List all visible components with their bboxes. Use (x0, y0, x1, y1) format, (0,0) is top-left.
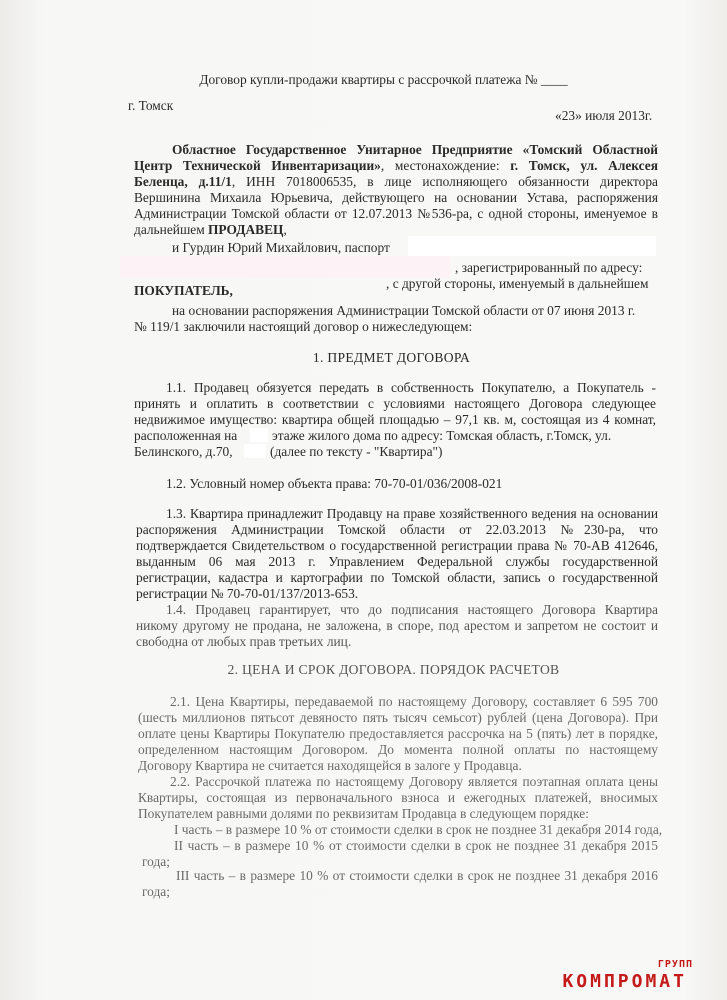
city: г. Томск (128, 98, 174, 113)
intro-line-4 (134, 190, 658, 205)
buyer-label: ПОКУПАТЕЛЬ, (134, 283, 233, 298)
p11-line-4a: расположенная на (134, 428, 238, 443)
installment-1: I часть – в размере 10 % от стоимости сделки в срок не позднее 31 декабря 2014 года, (174, 822, 663, 837)
watermark-stamp (562, 959, 693, 992)
p11-line-3: недвижимое имущество: квартира общей площадью – 97,1 кв. м, состоящая из 4 комнат, (134, 412, 656, 427)
p14-line-3: свободна от любых прав третьих лиц. (136, 634, 352, 649)
p11-line-1: 1.1. Продавец обязуется передать в собственность Покупателю, а Покупатель - (166, 380, 656, 395)
watermark-text: КОМПРОМАТ (562, 971, 687, 992)
registered-text: , зарегистрированный по адресу: (455, 260, 643, 275)
contract-date: «23» июля 2013г. (555, 108, 653, 123)
redacted-passport (408, 236, 656, 256)
redacted-apartment (244, 444, 266, 458)
intro-segment: , ИНН 7018006535, в лице исполняющего обязанности директора (231, 174, 658, 189)
installment-3: III часть – в размере 10 % от стоимости сделки в срок не позднее 31 декабря 2016 (176, 868, 658, 883)
intro-line-5 (134, 206, 658, 221)
intro-line-6 (134, 222, 287, 237)
intro-segment: Вершинина Михаила Юрьевича, действующего на основании Устава, распоряжения (134, 190, 658, 205)
basis-line-2: № 119/1 заключили настоящий договор о нижеследующем: (134, 319, 473, 334)
p21-line-1: 2.1. Цена Квартиры, передаваемой по настоящему Договору, составляет 6 595 700 (170, 694, 658, 709)
p11-line-2: принять и оплатить в соответствии с условиями настоящего Договора следующее (134, 396, 656, 411)
p14-line-1: 1.4. Продавец гарантирует, что до подписания настоящего Договора Квартира (166, 602, 658, 617)
p13-line-3: подтверждается Свидетельством о государственной регистрации права № 70-АВ 412646, (136, 538, 658, 553)
buyer-line: и Гурдин Юрий Михайлович, паспорт (172, 240, 390, 255)
p22-line-3: Покупателем равными долями по реквизитам Продавца в следующем порядке: (138, 806, 589, 821)
p13-line-6: регистрации № 70-70-01/137/2013-653. (136, 586, 359, 601)
p11-line-4b: этаже жилого дома по адресу: Томская область, г.Томск, ул. (272, 428, 612, 443)
p21-line-3: оплате цены Квартиры Покупателю предоставляется рассрочка на 5 (пять) лет в порядке, (138, 726, 658, 741)
installment-2: II часть – в размере 10 % от стоимости сделки в срок не позднее 31 декабря 2015 (174, 838, 658, 853)
intro-segment: Центр Технической Инвентаризации» (134, 158, 381, 173)
intro-segment: г. Томск, ул. Алексея (510, 158, 658, 173)
p22-line-2: Квартиры, состоящая из первоначального взноса и ежегодных платежей, вносимых (138, 790, 658, 805)
p21-line-5: Договору Квартира не считается находящейся в залоге у Продавца. (138, 758, 522, 773)
intro-line-2 (134, 158, 658, 173)
installment-3-year: года; (142, 884, 170, 899)
p13-line-1: 1.3. Квартира принадлежит Продавцу на праве хозяйственного ведения на основании (166, 506, 658, 521)
basis-line-1: на основании распоряжения Администрации Томской области от 07 июня 2013 г. (172, 303, 636, 318)
section-1-title: 1. ПРЕДМЕТ ДОГОВОРА (312, 350, 471, 365)
redacted-floor (250, 428, 268, 442)
p21-line-2: (шесть миллионов пятьсот девяносто пять тысяч семьсот) рублей (цена Договора). При (138, 710, 658, 725)
installment-2-year: года; (142, 854, 170, 869)
redacted-address (120, 256, 450, 278)
p11-line-5a: Белинского, д.70, (134, 444, 233, 459)
p11-line-5b: (далее по тексту - "Квартира") (270, 444, 443, 459)
document-title: Договор купли-продажи квартиры с рассрочкой платежа № ____ (199, 72, 568, 87)
p14-line-2: никому другому не продана, не заложена, в споре, под арестом и запретом не состоит и (136, 618, 658, 633)
p22-line-1: 2.2. Рассрочкой платежа по настоящему Договору является поэтапная оплата цены (170, 774, 658, 789)
p13-line-2: распоряжения Администрации Томской области от 22.03.2013 №230-ра, что (136, 522, 658, 537)
p12: 1.2. Условный номер объекта права: 70-70-01/036/2008-021 (166, 476, 503, 491)
p13-line-4: выданным 06 мая 2013 г. Управлением Федеральной службы государственной (136, 554, 658, 569)
intro-segment: , местонахождение: (380, 158, 511, 173)
intro-segment: дальнейшем (134, 222, 209, 237)
intro-segment: , (283, 222, 287, 237)
p21-line-4: определенном настоящим Договором. До момента полной оплаты по настоящему (138, 742, 658, 757)
intro-segment: ПРОДАВЕЦ (208, 222, 284, 237)
watermark-sup: ГРУПП (657, 959, 693, 970)
section-2-title: 2. ЦЕНА И СРОК ДОГОВОРА. ПОРЯДОК РАСЧЕТОВ (227, 662, 560, 677)
intro-segment: Администрации Томской области от 12.07.2013 №536-ра, с одной стороны, именуемое в (134, 206, 658, 221)
intro-segment: Областное Государственное Унитарное Предприятие «Томский Областной (172, 142, 658, 157)
p13-line-5: регистрации, кадастра и картографии по Томской области, запись о государственной (136, 570, 658, 585)
intro-line-1 (172, 142, 658, 157)
other-side-text: , с другой стороны, именуемый в дальнейшем (386, 276, 649, 291)
intro-line-3 (134, 174, 658, 189)
intro-segment: Беленца, д.11/1 (134, 174, 232, 189)
